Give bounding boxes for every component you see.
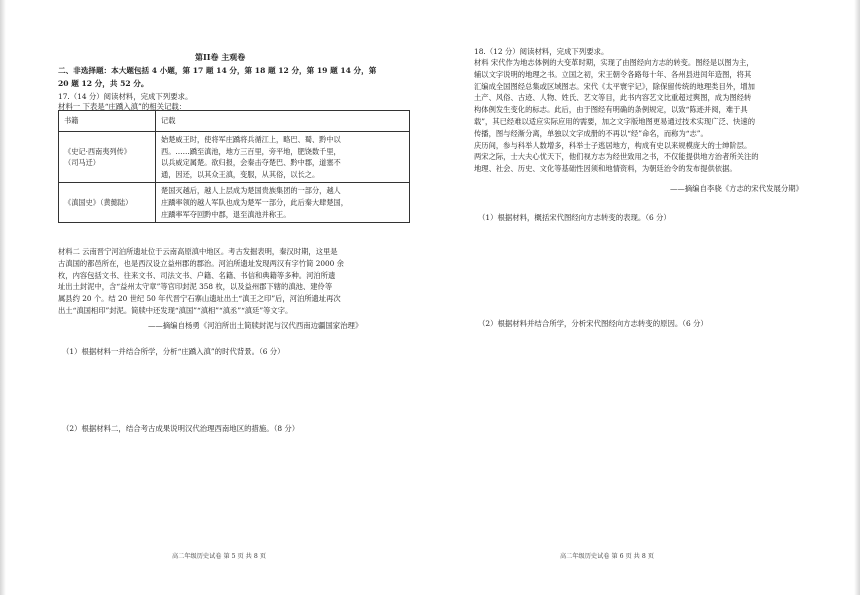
material-source: ——摘编自李骁《方志的宋代发展分期》 bbox=[670, 184, 804, 193]
table-header-book: 书籍 bbox=[59, 111, 156, 132]
table-cell-book bbox=[59, 132, 156, 183]
material2-line: 址出土封泥中，含“益州太守章”等官印封泥 358 枚，以及益州郡下辖的滇池、建伶等 bbox=[58, 282, 333, 292]
left-edge-shadow bbox=[0, 0, 6, 595]
question-17-1: （1）根据材料一并结合所学，分析“庄蹻入滇”的时代背景。（6 分） bbox=[62, 347, 285, 356]
record-line: 通，因还，以其众王滇，变服，从其俗，以长之。 bbox=[161, 169, 320, 179]
record-line: 庄蹻率领的越人军队也成为楚军一部分，此后秦大肆楚国， bbox=[161, 197, 348, 207]
question-18-2: （2）根据材料并结合所学，分析宋代图经向方志转变的原因。（6 分） bbox=[478, 319, 708, 328]
table-row bbox=[59, 132, 410, 183]
material2-line: 材料二 云南晋宁河泊所遗址位于云南高原滇中地区。考古发掘表明，秦汉时期，这里是 bbox=[58, 247, 338, 256]
material-line: 材料 宋代作为地志体例的大变革时期，实现了由图经向方志的转变。图经是以图为主， bbox=[474, 58, 754, 67]
table-header-row bbox=[59, 111, 410, 132]
q18-material bbox=[474, 57, 759, 175]
table-row bbox=[59, 183, 410, 223]
book-author-line: （司马迁） bbox=[64, 158, 100, 168]
table-cell-record bbox=[156, 183, 410, 223]
material-line: 土产、风俗、古迹、人物、姓氏、艺文等目，此书内容艺文比重超过舆图，成为图经转 bbox=[474, 93, 752, 103]
q17-prompt: 17.（14 分）阅读材料，完成下列要求。 bbox=[58, 92, 193, 101]
material2-line: 属县约 20 个。结 20 世纪 50 年代晋宁石寨山遗址出土“滇王之印”后，河泊所遗址再次 bbox=[58, 294, 341, 304]
material2-line: 出土“滇国相印”封泥。简牍中还发现“滇国”“滇相”“滇丞”“滇廷”等文字。 bbox=[58, 305, 293, 315]
material-line: 构体例发生变化的标志。此后，由于图经有明确的条例规定，以致“陈迹并阅，难于具 bbox=[474, 105, 748, 115]
question-17-2: （2）根据材料二，结合考古成果说明汉代治理西南地区的措施。（8 分） bbox=[62, 424, 300, 433]
page-footer: 高二年级历史试卷 第 6 页 共 8 页 bbox=[560, 553, 654, 560]
instructions-line: 20 题 12 分，共 52 分。 bbox=[58, 78, 149, 88]
material2-line: 古滇国的都邑所在，也是西汉设立益州郡的郡治。河泊所遗址发现两汉有字竹简 2000 余 bbox=[58, 258, 344, 268]
page-footer: 高二年级历史试卷 第 5 页 共 8 页 bbox=[172, 553, 266, 560]
instructions bbox=[58, 65, 376, 90]
material2-line: 枚，内容包括文书、往来文书、司法文书、户籍、名籍、书信和典籍等多种。河泊所遗 bbox=[58, 270, 336, 280]
table-cell-record bbox=[156, 132, 410, 183]
record-line: 西。……蹻至滇池，地方三百里，旁平地，肥饶数千里， bbox=[161, 146, 341, 156]
question-18-1: （1）根据材料，概括宋代图经向方志转变的表现。（6 分） bbox=[478, 213, 671, 222]
material2-source: ——摘编自杨勇《河泊所出土简牍封泥与汉代西南边疆国家治理》 bbox=[148, 321, 363, 330]
record-line: 始楚威王时，使将军庄蹻将兵循江上，略巴、蜀、黔中以 bbox=[161, 135, 341, 144]
material-line: 庆历间，参与科举人数增多，科举士子逃居地方，构成有史以来规模庞大的士绅阶层。 bbox=[474, 140, 752, 150]
record-line: 以兵威定属楚。欲归报，会秦击夺楚巴、黔中郡，道塞不 bbox=[161, 158, 341, 168]
right-page bbox=[430, 0, 860, 595]
record-line: 庄蹻率军夺回黔中郡，退至滇池并称王。 bbox=[161, 209, 291, 219]
record-line: 楚国灭越后，越人上层成为楚国贵族集团的一部分，越人 bbox=[161, 186, 341, 196]
material-line: 汇编成全国图经总集或区域图志。宋代《太平寰宇记》，除保留传统的地理类目外，增加 bbox=[474, 81, 755, 91]
q18-prompt: 18.（12 分）阅读材料，完成下列要求。 bbox=[474, 47, 609, 56]
material-line: 地理、社会、历史、文化等基础性因须和地情资料，为朝廷治令的发布提供依据。 bbox=[474, 164, 737, 174]
material-line: 辅以文字说明的地理之书。立国之初，宋王朝令各路每十年、各州县进闰年造图，将其 bbox=[474, 69, 752, 79]
material-line: 载”，其已经难以适应实际应用的需要，加之文字版地图更易通过技术实现广泛、快速的 bbox=[474, 116, 756, 126]
table-header-record: 记载 bbox=[156, 111, 410, 132]
material1-intro: 材料一 下表是“庄蹻入滇”的相关记载： bbox=[58, 102, 187, 111]
material-line: 两宋之际，士大夫心忧天下，他们视方志为经世致用之书，不仅能提供地方治者所关注的 bbox=[474, 152, 759, 162]
section-title: 第II卷 主观卷 bbox=[195, 52, 246, 62]
material-line: 传播，图与经渐分离，单独以文字成册的不再以“经”命名，而称为“志”。 bbox=[474, 128, 708, 138]
book-title-line: 《史记·西南夷列传》 bbox=[64, 146, 131, 156]
material2 bbox=[58, 246, 344, 317]
instructions-line: 二、非选择题：本大题包括 4 小题，第 17 题 14 分，第 18 题 12 分，第 19 题 14 分，第 bbox=[58, 66, 377, 75]
book-title-line: 《滇国史》（黄懿陆） bbox=[64, 197, 133, 207]
table-cell-book bbox=[59, 183, 156, 223]
right-edge-shadow bbox=[854, 0, 860, 595]
source-table bbox=[58, 110, 410, 223]
